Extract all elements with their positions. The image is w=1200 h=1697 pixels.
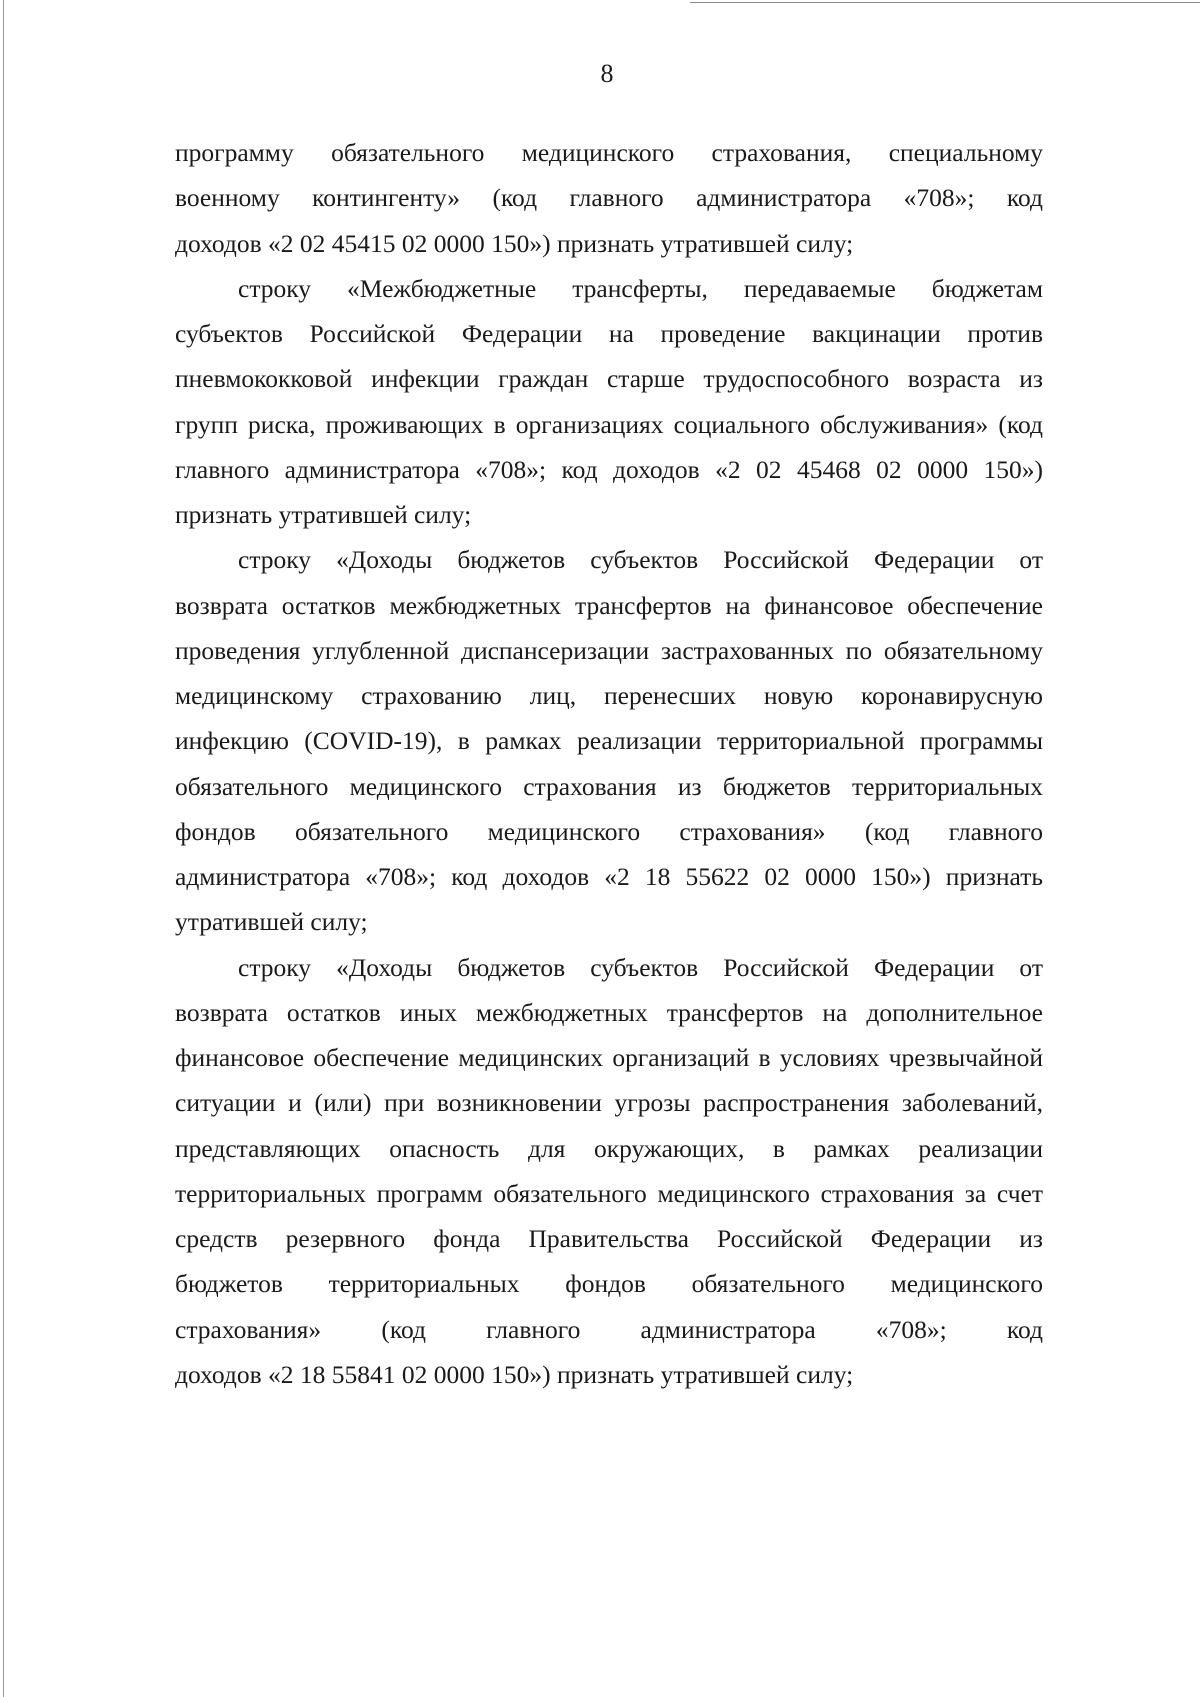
text-line: главного администратора «708»; код доходов «2 02 45468 02 0000 150») [175,454,1043,484]
text-line: пневмококковой инфекции граждан старше трудоспособного возраста из [175,364,1043,394]
text-line: ситуации и (или) при возникновении угрозы распространения заболеваний, [175,1088,1043,1118]
page-number: 8 [600,59,614,88]
text-line: доходов «2 18 55841 02 0000 150») признать утратившей силу; [175,1359,854,1389]
text-line: страхования» (код главного администратора «708»; код [175,1314,1043,1344]
text-line: администратора «708»; код доходов «2 18 55622 02 0000 150») признать [175,862,1043,891]
text-line: доходов «2 02 45415 02 0000 150») признать утратившей силу; [175,228,854,258]
text-line: программу обязательного медицинского страхования, специальному [175,138,1043,167]
text-line: строку «Доходы бюджетов субъектов Российской Федерации от [238,952,1043,982]
document-body [175,130,1043,1397]
text-line: проведения углубленной диспансеризации застрахованных по обязательному [175,635,1043,665]
text-line: групп риска, проживающих в организациях социального обслуживания» (код [175,409,1043,439]
text-line: территориальных программ обязательного медицинского страхования за счет [175,1178,1043,1208]
text-line: финансовое обеспечение медицинских организаций в условиях чрезвычайной [175,1043,1043,1072]
text-line: обязательного медицинского страхования из бюджетов территориальных [175,771,1043,801]
text-line: строку «Межбюджетные трансферты, передаваемые бюджетам [238,273,1043,303]
text-line: возврата остатков иных межбюджетных трансфертов на дополнительное [175,997,1043,1027]
text-line: военному контингенту» (код главного администратора «708»; код [175,183,1043,213]
text-line: медицинскому страхованию лиц, перенесших новую коронавирусную [175,681,1043,710]
text-line: бюджетов территориальных фондов обязательного медицинского [175,1269,1043,1299]
paragraph [175,945,1043,1398]
text-line: признать утратившей силу; [175,500,472,529]
text-line: представляющих опасность для окружающих, в рамках реализации [175,1133,1043,1163]
paragraph [175,537,1043,944]
text-line: строку «Доходы бюджетов субъектов Российской Федерации от [238,545,1043,575]
text-line: субъектов Российской Федерации на проведение вакцинации против [175,319,1043,348]
scan-edge-top [690,2,1200,3]
paragraph-continuation [175,130,1043,266]
text-line: утратившей силу; [175,907,368,937]
text-line: инфекцию (COVID-19), в рамках реализации территориальной программы [175,726,1043,756]
text-line: фондов обязательного медицинского страхования» (код главного [175,816,1043,846]
text-line: возврата остатков межбюджетных трансфертов на финансовое обеспечение [175,590,1043,620]
paragraph [175,266,1043,538]
text-line: средств резервного фонда Правительства Российской Федерации из [175,1224,1043,1253]
scan-edge-left [3,0,4,1697]
